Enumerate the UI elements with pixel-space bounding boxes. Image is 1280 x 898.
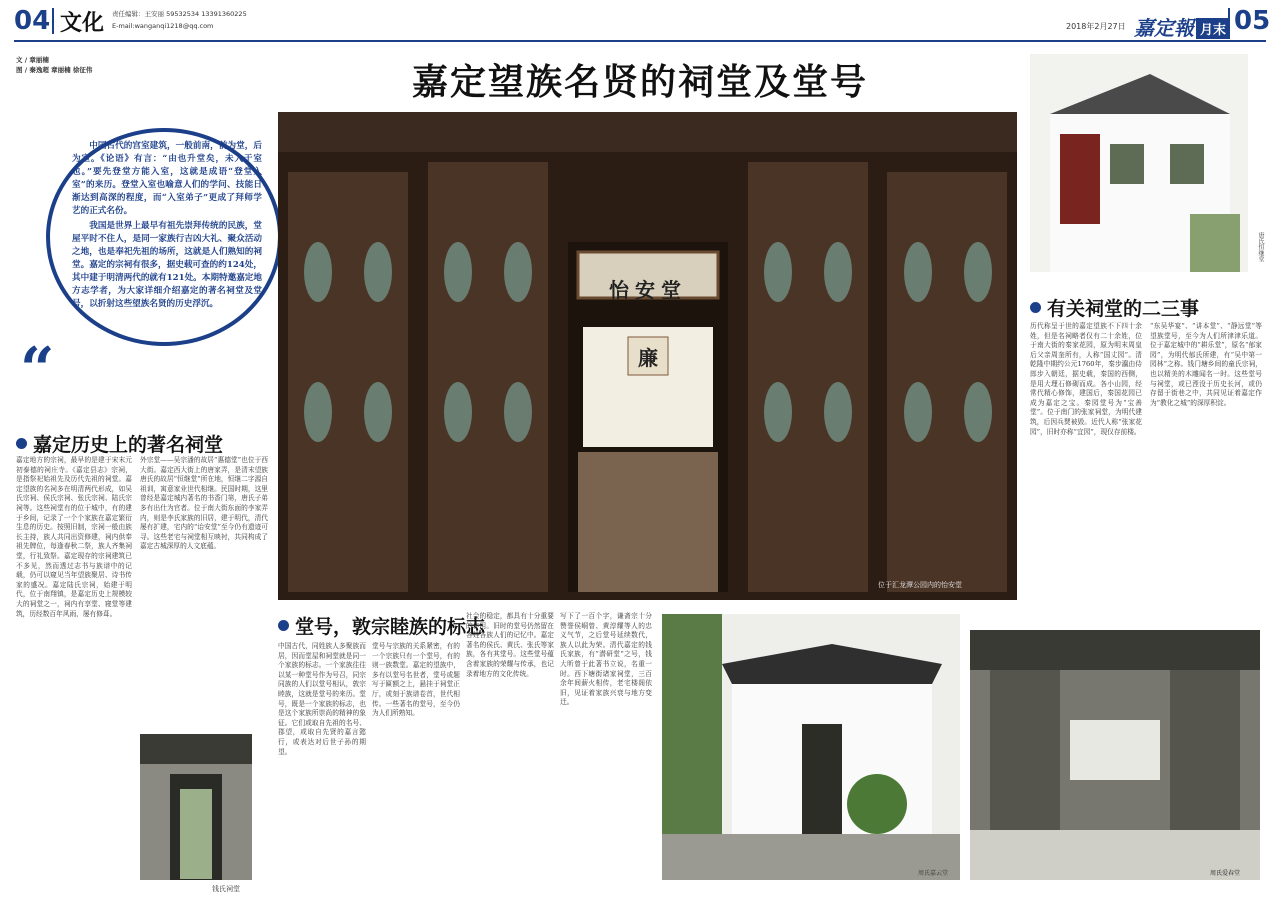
intro-text <box>72 140 262 311</box>
bullet-icon <box>16 438 27 449</box>
issue-date: 2018年2月27日 <box>1066 22 1126 31</box>
intro-paragraph-2: 我国是世界上最早有祖先崇拜传统的民族，堂屋平时不住人，是同一家族行吉凶大礼、聚众活动之地，也是奉祀先祖的场所，这就是人们熟知的祠堂。嘉定的宗祠有很多，据史载可查的约124处，其中建于明清两代的就有121处。本期特邀嘉定地方志学者，为大家详细介绍嘉定的著名祠堂及堂号，以折射这些望族名贤的历史浮沉。 <box>72 221 262 309</box>
qian-shrine-illustration <box>140 734 252 880</box>
section2-heading-text: 堂号，敦宗睦族的标志 <box>295 616 486 638</box>
bullet-icon <box>1030 302 1041 313</box>
bullet-icon <box>278 620 289 631</box>
section3-heading <box>1030 294 1199 321</box>
section1-column-1: 嘉定地方的宗祠，最早的是建于宋末元初泰德的祠庄寺。《嘉定县志》宗祠，是指祭祀始祖先及历代先祖的祠堂。嘉定望族的名祠多在明清两代形成，如吴氏宗祠、侯氏宗祠、张氏宗祠、陆氏宗祠等。这些祠堂有的位于城中，有的建于乡间，记录了一个个家族在嘉定繁衍生息的历史。按照旧制，宗祠一般由族长主持，族人共同出资修建，祠内供奉祖先牌位，每逢春秋二祭，族人齐集祠堂，行礼致祭。嘉定现存的宗祠建筑已不多见，然而透过志书与族谱中的记载，仍可以窥见当年望族聚居、诗书传家的盛况。嘉定陆氏宗祠，始建于明代，位于南翔镇，是嘉定历史上规模较大的祠堂之一，祠内有享堂、寝堂等建筑，历经数百年风雨，屡有修葺。 <box>16 456 132 618</box>
section1-heading <box>16 430 223 457</box>
email-line: E-mail:wanganqi1218@qq.com <box>112 22 214 30</box>
intro-paragraph-1: 中国古代的宫室建筑，一般前南，前为堂，后为室。《论语》有言：“由也升堂矣，未入于室也。”要先登堂方能入室，这就是成语“登堂入室”的来历。登堂入室也喻意人们的学问、技能日渐达到高深的程度，而“入室弟子”更成了拜师学艺的正式名份。 <box>72 141 262 216</box>
header-rule <box>14 40 1266 42</box>
section3-column-2: “东吴华宴”、“讲本堂”、“静远堂”等望族堂号，至今为人们所津津乐道。位于嘉定城中的“耕乐堂”，原名“郁家园”，为明代郁氏所建，有“吴中第一园林”之称。钱门塘乡间的童氏宗祠，也以精美的木雕闻名一时。这些堂号与祠堂，或已湮没于历史长河，或仍存留于街巷之中，共同见证着嘉定作为“教化之城”的深厚积淀。 <box>1150 322 1262 407</box>
section2-column-2: 堂号与宗族的关系紧密，有的一个宗族只有一个堂号，有的则一族数堂。嘉定的望族中，多有以堂号名世者，堂号或题写于匾额之上，悬挂于祠堂正厅，或刻于族谱卷首，世代相传。一些著名的堂号，至今仍为人们所熟知。 <box>372 642 460 718</box>
section2-heading <box>278 612 485 639</box>
header-divider <box>52 8 54 34</box>
page-title: 嘉定望族名贤的祠堂及堂号 <box>411 62 868 103</box>
qian-shrine-photo <box>140 734 252 880</box>
section2-column-4: 写下了一百个字，谦斋宗十分赞誉侯峒曾、黄淳耀等人的忠义气节，之后堂号延续数代，族人以此为荣。清代嘉定的钱氏家族，有“潜研堂”之号，钱大昕曾于此著书立说，名重一时。西下塘街诸家祠堂，三百余年间薪火相传，老宅楼阁依旧，见证着家族兴衰与地方变迁。 <box>560 612 652 707</box>
zhou-jiayun-photo <box>662 614 960 880</box>
masthead-logo: 嘉定報 <box>1134 16 1194 40</box>
right-page-number: 05 <box>1234 6 1271 36</box>
tang-residence-caption: 唐氏恒继堂 <box>1257 232 1264 262</box>
quote-mark-icon: “ <box>20 335 55 405</box>
zhou-aichun-photo <box>970 630 1260 880</box>
hero-caption: 位于汇龙潭公园内的怡安堂 <box>878 581 962 589</box>
section3-heading-text: 有关祠堂的二三事 <box>1047 298 1200 320</box>
hero-photo <box>278 112 1017 600</box>
section-name: 文化 <box>60 11 105 36</box>
section3-column-1: 历代称呈于世的嘉定望族不下四十余姓，但是名祠略者仅有二十余姓，位于南大街的秦家花园，原为明末周皇后父亲周奎所有，人称“国丈园”。清乾隆中期约公元1760年，秦步瀛由侍郎步入朝廷，据史载，秦国的西侧，是用大理石修砌而成。各小山园，经常代精心修饰，建国后，秦国花园已成为嘉定之宝。秦园堂号为“宝善堂”。位于南门的张家祠堂，为明代建筑，后因兵燹被毁。近代人称“张家花园”，旧时亦称“宜园”，现仅存前楼。 <box>1030 322 1142 436</box>
zhou-jiayun-caption: 周氏嘉云堂 <box>918 870 949 877</box>
section1-heading-text: 嘉定历史上的著名祠堂 <box>33 434 224 456</box>
header-divider-right <box>1228 8 1230 34</box>
editor-line: 责任编辑：王安丽 59532534 13391360225 <box>112 10 247 18</box>
section2-column-1: 中国古代，同姓族人多聚族而居，因而堂屋和祠堂就是同一个家族的标志。一个家族往往以某一种堂号作为号召，同宗同族的人们以堂号相认，敦宗睦族，这就是堂号的来历。堂号，既是一个家族的标志，也是这个家族所崇尚的精神的象征。它们或取自先祖的名号、郡望，或取自先贤的嘉言懿行，或表达对后世子孙的期望。 <box>278 642 366 756</box>
section1-column-2: 外宗堂——吴宗潘的故居“惠德堂”也位于西大街。嘉定西大街上的唐家弄，是清末望族唐氏的故居“恒继堂”所在地，恒继二字源自祖训，寓意家业世代相继。民国时期，这里曾经是嘉定城内著名的书香门第，唐氏子弟多有出仕为官者。位于南大街东面的李家弄内，则是李氏家族的旧居，建于明代，清代屡有扩建，宅内的“诒安堂”至今仍有遗迹可寻。这些老宅与祠堂相互映衬，共同构成了嘉定古城深厚的人文底蕴。 <box>140 456 268 551</box>
zhou-aichun-caption: 周氏爱春堂 <box>1210 870 1241 877</box>
section2-column-3: 社会的稳定，都具有十分重要的作用。旧时的堂号仍然留在各姓各族人们的记忆中。嘉定著名的侯氏、黄氏、张氏等家族，各有其堂号。这些堂号蕴含着家族的荣耀与传承，也记录着地方的文化传统。 <box>466 612 554 678</box>
tang-residence-photo <box>1030 54 1264 272</box>
tang-residence-illustration <box>1030 54 1248 272</box>
zhou-jiayun-illustration <box>662 614 960 880</box>
photo-credit: 图 / 秦逸超 章丽楠 徐征伟 <box>16 66 93 74</box>
zhou-aichun-illustration <box>970 630 1260 880</box>
page-number: 04 <box>14 6 51 36</box>
qian-shrine-caption: 钱氏祠堂 <box>212 885 240 893</box>
masthead-badge: 月末 <box>1196 18 1230 39</box>
author-credit: 文 / 章丽楠 <box>16 56 49 64</box>
hero-plaque-secondary: 廉 <box>638 346 658 370</box>
page-header <box>0 0 1280 40</box>
hero-plaque-main: 怡安堂 <box>609 278 687 302</box>
